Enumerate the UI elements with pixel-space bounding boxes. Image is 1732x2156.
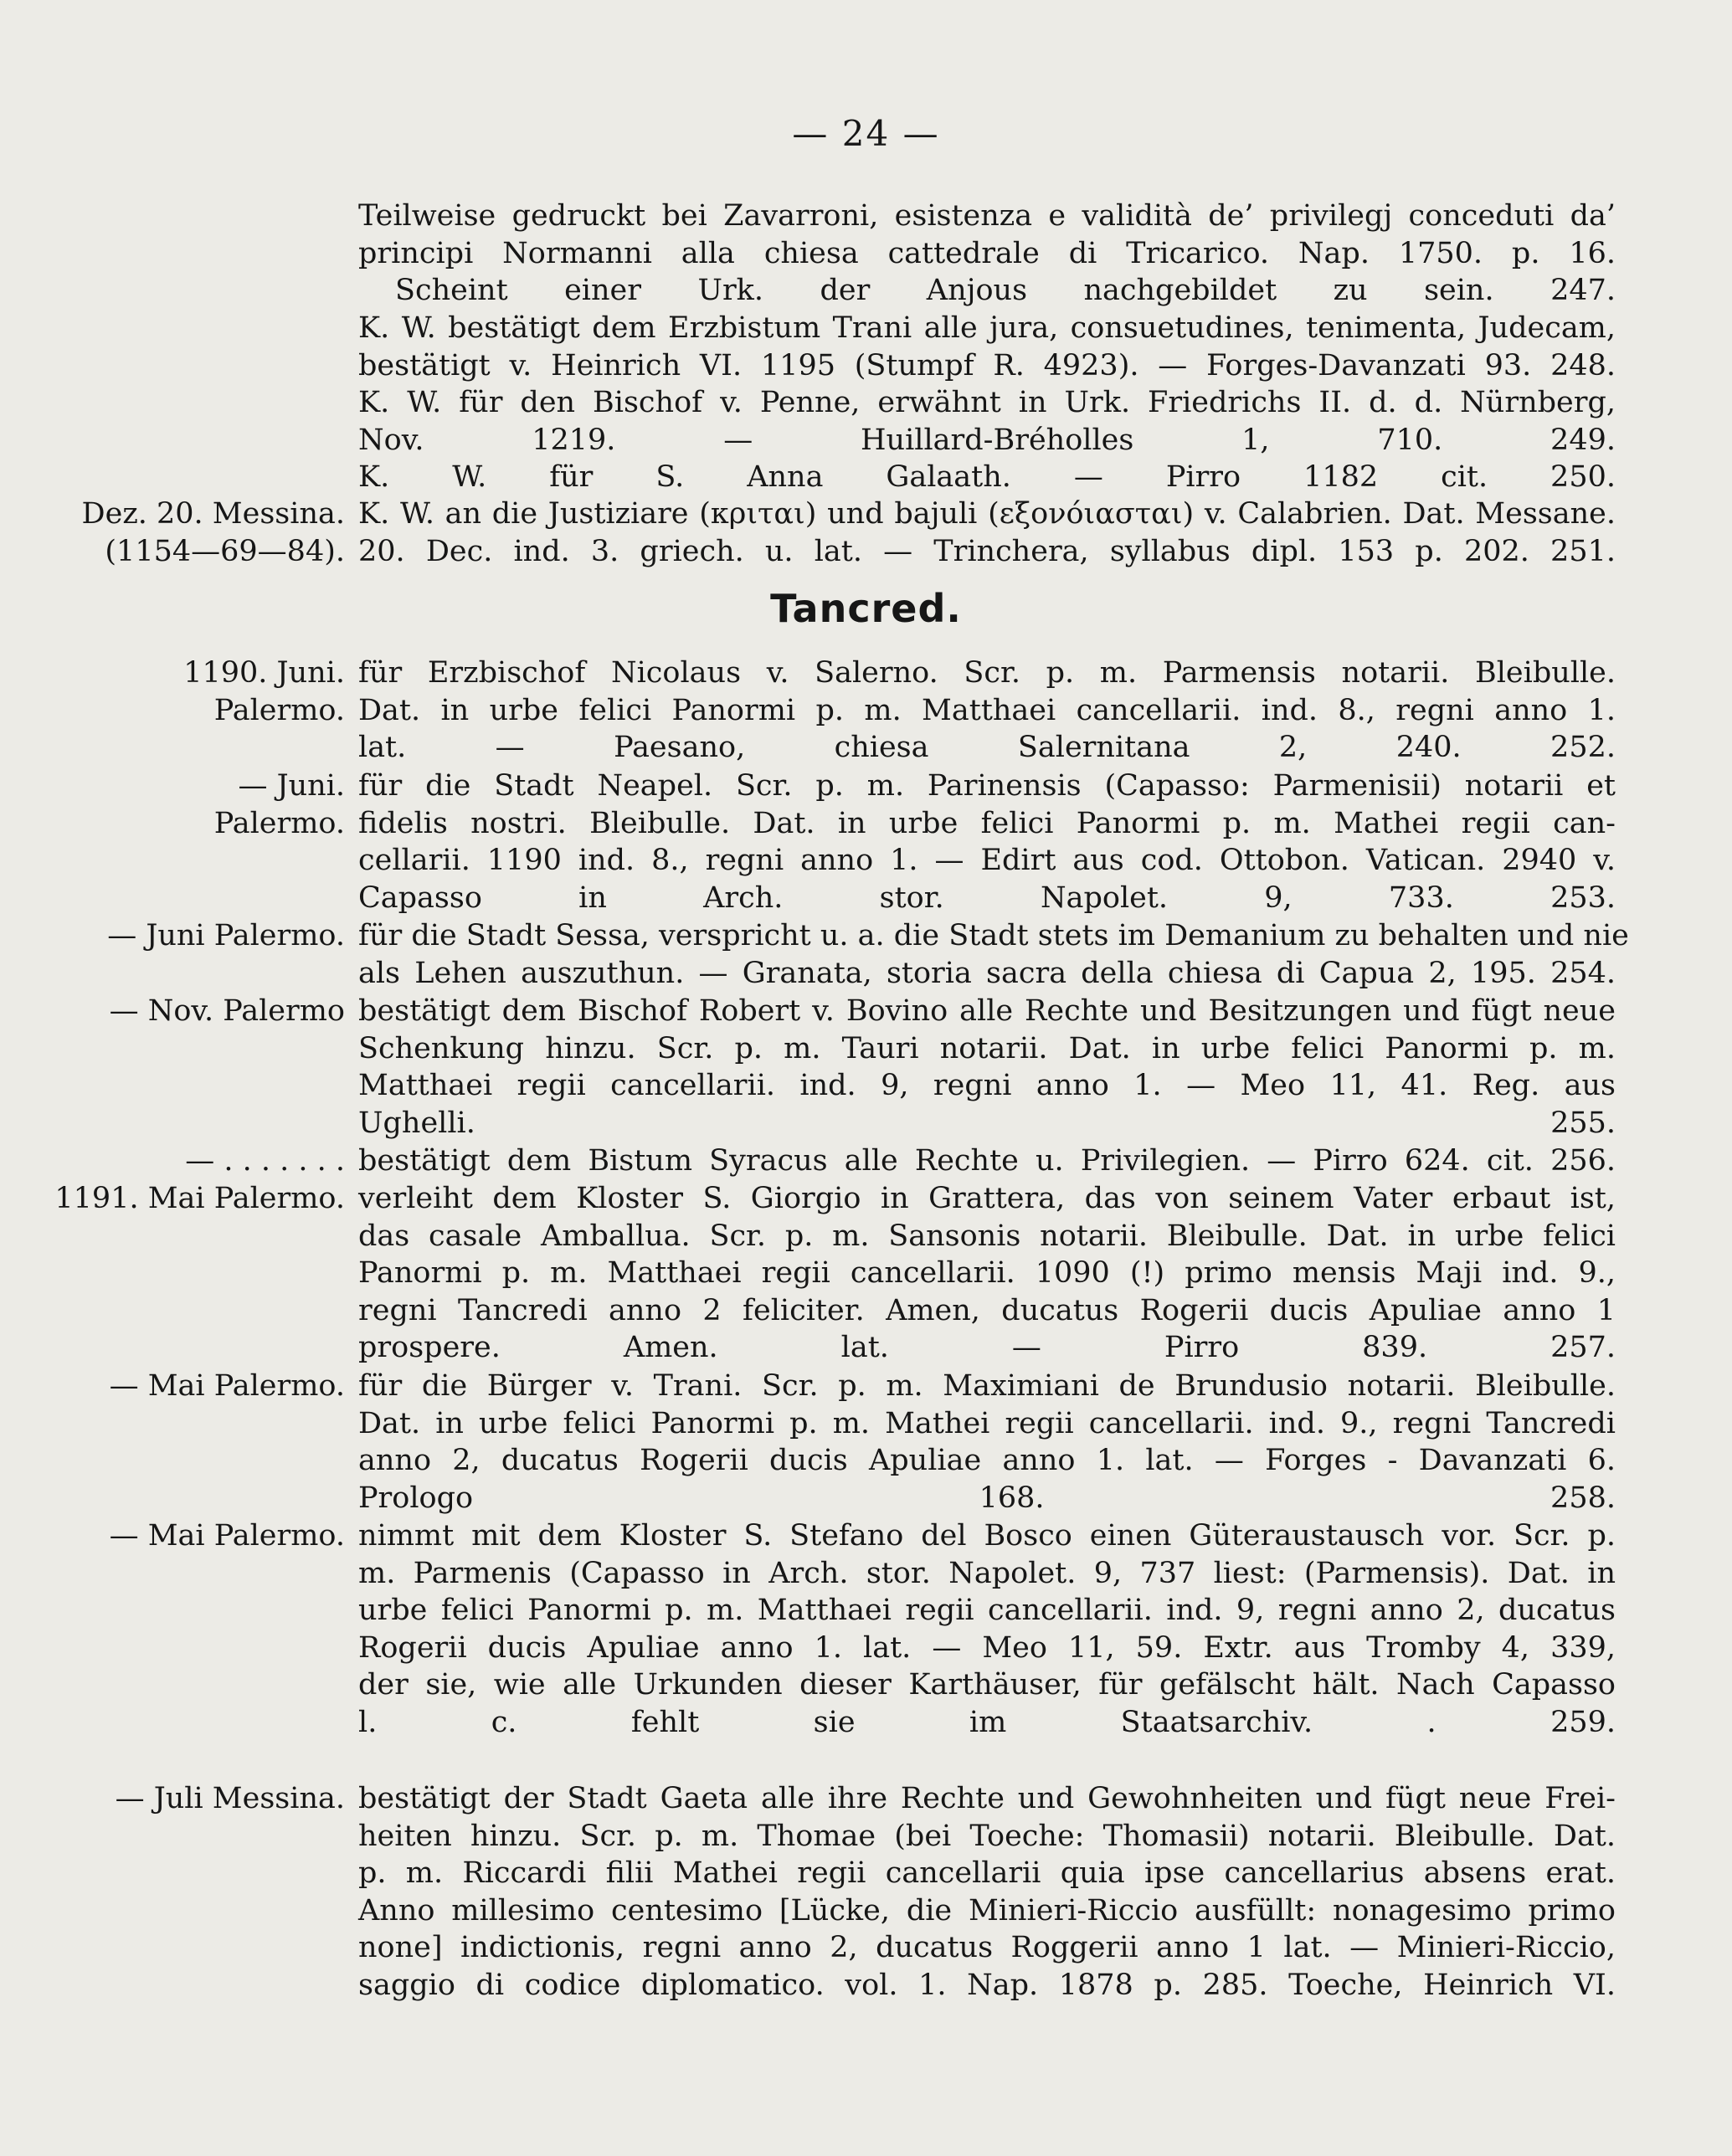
section-heading: Tancred. [770, 586, 962, 631]
entry-text [358, 654, 1616, 767]
date-line: — Juni Palermo. [107, 919, 345, 952]
date-line: 1190. Juni. [183, 656, 345, 690]
text-line: für die Bürger v. Trani. Scr. p. m. Maximiani de Brundusio notarii. Bleibulle. [358, 1369, 1616, 1403]
text-line: heiten hinzu. Scr. p. m. Thomae (bei Toeche: Thomasii) notarii. Bleibulle. Dat. [358, 1819, 1616, 1853]
date-line: — Juni. [238, 769, 345, 803]
entry-text [358, 310, 1616, 384]
date-line: Palermo. [213, 806, 345, 840]
text-line: lat. — Paesano, chiesa Salernitana 2, 240. 252. [358, 731, 1616, 765]
text-line: Teilweise gedruckt bei Zavarroni, esistenza e validità de’ privilegj conceduti da’ [358, 199, 1616, 233]
text-line: Anno millesimo centesimo [Lücke, die Minieri-Riccio ausfüllt: nonagesimo primo [358, 1893, 1616, 1928]
date-line: — Nov. Palermo [109, 994, 345, 1028]
text-line: prospere. Amen. lat. — Pirro 839. 257. [358, 1331, 1616, 1365]
entry-text [358, 459, 1616, 496]
entry-text [358, 1368, 1616, 1517]
entry-text [358, 1780, 1616, 2005]
text-line: K. W. an die Justiziare (κριται) und bajuli (εξονόιασται) v. Calabrien. Dat. Messane. [358, 497, 1616, 531]
entry-date [42, 993, 345, 1030]
text-line: none] indictionis, regni anno 2, ducatus Roggerii anno 1 lat. — Minieri-Riccio, [358, 1931, 1616, 1965]
text-line: der sie, wie alle Urkunden dieser Karthäuser, für gefälscht hält. Nach Capasso [358, 1668, 1616, 1702]
text-line: verleiht dem Kloster S. Giorgio in Grattera, das von seinem Vater erbaut ist, [358, 1182, 1616, 1215]
entry-text [358, 993, 1616, 1142]
text-line: m. Parmenis (Capasso in Arch. stor. Napolet. 9, 737 liest: (Parmensis). Dat. in [358, 1556, 1616, 1590]
entry-date [42, 1368, 345, 1405]
text-line: bestätigt v. Heinrich VI. 1195 (Stumpf R. 4923). — Forges-Davanzati 93. 248. [358, 348, 1616, 382]
text-line: für Erzbischof Nicolaus v. Salerno. Scr. p. m. Parmensis notarii. Bleibulle. [358, 656, 1616, 690]
text-line: principi Normanni alla chiesa cattedrale di Tricarico. Nap. 1750. p. 16. [358, 236, 1616, 270]
entry-date [42, 917, 345, 955]
text-line: als Lehen auszuthun. — Granata, storia sacra della chiesa di Capua 2, 195. 254. [358, 956, 1616, 990]
text-line: saggio di codice diplomatico. vol. 1. Nap. 1878 p. 285. Toeche, Heinrich VI. [358, 1968, 1616, 2002]
entry-text [358, 495, 1616, 570]
text-line: cellarii. 1190 ind. 8., regni anno 1. — Edirt aus cod. Ottobon. Vatican. 2940 v. [358, 844, 1616, 878]
entry-date [42, 654, 345, 729]
text-line: das casale Amballua. Scr. p. m. Sansonis notarii. Bleibulle. Dat. in urbe felici [358, 1219, 1616, 1253]
entry-date [42, 495, 345, 570]
text-line: für die Stadt Sessa, verspricht u. a. die Stadt stets im Demanium zu behalten und nie [358, 919, 1629, 952]
date-line: (1154—69—84). [105, 534, 345, 568]
date-line: — Mai Palermo. [109, 1519, 345, 1553]
text-line: Panormi p. m. Matthaei regii cancellarii. 1090 (!) primo mensis Maji ind. 9., [358, 1256, 1616, 1291]
text-line: Scheint einer Urk. der Anjous nachgebildet zu sein. 247. [395, 274, 1616, 308]
text-line: Nov. 1219. — Huillard-Bréholles 1, 710. 249. [358, 423, 1616, 457]
date-line: — . . . . . . . [185, 1144, 345, 1178]
entry-text [358, 767, 1616, 916]
entry-date [42, 1180, 345, 1218]
text-line: Capasso in Arch. stor. Napolet. 9, 733. 253. [358, 880, 1616, 915]
entry-text [358, 1142, 1616, 1180]
entry-text [358, 917, 1629, 992]
text-line: fidelis nostri. Bleibulle. Dat. in urbe felici Panormi p. m. Mathei regii can- [358, 806, 1616, 840]
text-line: K. W. bestätigt dem Erzbistum Trani alle jura, consuetudines, tenimenta, Judecam, [358, 311, 1616, 345]
text-line: Ughelli. 255. [358, 1106, 1616, 1140]
text-line: nimmt mit dem Kloster S. Stefano del Bosco einen Güteraustausch vor. Scr. p. [358, 1519, 1616, 1553]
entry-text [358, 1517, 1616, 1742]
text-line: für die Stadt Neapel. Scr. p. m. Parinensis (Capasso: Parmenisii) notarii et [358, 769, 1616, 803]
text-line: Matthaei regii cancellarii. ind. 9, regni anno 1. — Meo 11, 41. Reg. aus [358, 1069, 1616, 1103]
text-line: Rogerii ducis Apuliae anno 1. lat. — Meo 11, 59. Extr. aus Tromby 4, 339, [358, 1630, 1616, 1665]
entry-date [42, 1780, 345, 1818]
date-line: 1191. Mai Palermo. [54, 1182, 345, 1215]
text-line: K. W. für S. Anna Galaath. — Pirro 1182 cit. 250. [358, 460, 1616, 494]
text-line: regni Tancredi anno 2 feliciter. Amen, ducatus Rogerii ducis Apuliae anno 1 [358, 1293, 1616, 1327]
entry-text [358, 1180, 1616, 1367]
text-line: Dat. in urbe felici Panormi p. m. Matthaei cancellarii. ind. 8., regni anno 1. [358, 693, 1616, 727]
entry-date [42, 767, 345, 842]
text-line: l. c. fehlt sie im Staatsarchiv. . 259. [358, 1705, 1616, 1739]
entry-date [42, 1517, 345, 1555]
text-line: K. W. für den Bischof v. Penne, erwähnt in Urk. Friedrichs II. d. d. Nürnberg, [358, 386, 1616, 419]
date-line: — Mai Palermo. [109, 1369, 345, 1403]
text-line: 20. Dec. ind. 3. griech. u. lat. — Trinchera, syllabus dipl. 153 p. 202. 251. [358, 534, 1616, 568]
entry-text [358, 198, 1616, 310]
text-line: p. m. Riccardi filii Mathei regii cancellarii quia ipse cancellarius absens erat. [358, 1856, 1616, 1891]
text-line: Prologo 168. 258. [358, 1481, 1616, 1515]
date-line: — Juli Messina. [115, 1782, 345, 1815]
text-line: bestätigt dem Bistum Syracus alle Rechte u. Privilegien. — Pirro 624. cit. 256. [358, 1144, 1616, 1178]
text-line: bestätigt dem Bischof Robert v. Bovino alle Rechte und Besitzungen und fügt neue [358, 994, 1616, 1028]
page-number: — 24 — [792, 113, 940, 154]
text-line: Dat. in urbe felici Panormi p. m. Mathei regii cancellarii. ind. 9., regni Tancredi [358, 1406, 1616, 1440]
entry-text [358, 384, 1616, 459]
text-line: anno 2, ducatus Rogerii ducis Apuliae anno 1. lat. — Forges - Davanzati 6. [358, 1444, 1616, 1478]
text-line: bestätigt der Stadt Gaeta alle ihre Rechte und Gewohnheiten und fügt neue Frei- [358, 1782, 1616, 1815]
text-line: Schenkung hinzu. Scr. p. m. Tauri notarii. Dat. in urbe felici Panormi p. m. [358, 1031, 1616, 1065]
date-line: Dez. 20. Messina. [81, 497, 345, 531]
text-line: urbe felici Panormi p. m. Matthaei regii cancellarii. ind. 9, regni anno 2, ducatus [358, 1594, 1616, 1628]
entry-date [42, 1142, 345, 1180]
date-line: Palermo. [213, 693, 345, 727]
